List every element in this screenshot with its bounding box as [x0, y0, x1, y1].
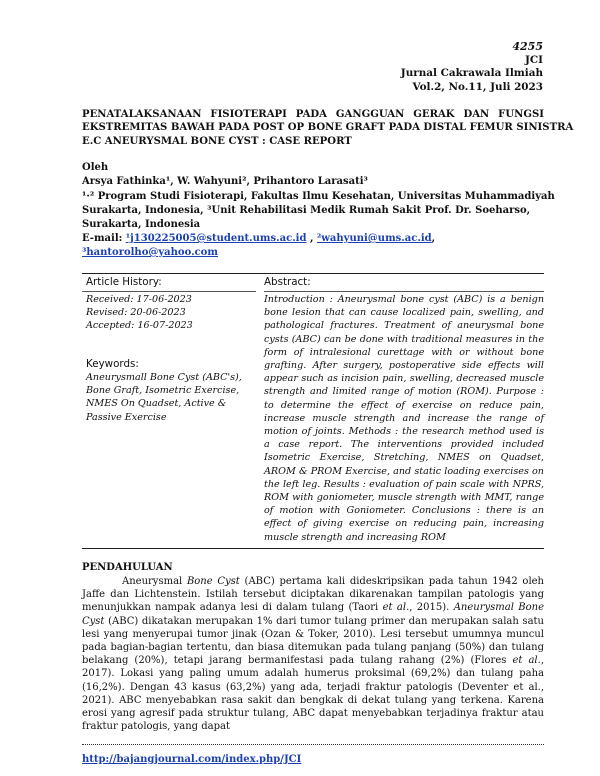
author-block	[82, 161, 555, 232]
page-number: 4255	[512, 40, 543, 53]
intro-text-7: (ABC) dikatakan merupakan 1% dari tumor tulang primer dan merupakan salah satu lesi yang menyerupai tumor jinak (Ozan & Toker, 2010). Lesi tersebut umumnya muncul pada bagian-bagian tertentu, dan biasa ditemukan pada tulang panjang (50%) dan tulang belakang (20%), tetapi jarang bermanifestasi pada tulang rahang (2%) (Flores	[82, 615, 544, 667]
abstract-text: Introduction : Aneurysmal bone cyst (ABC) is a benign bone lesion that can cause localized pain, swelling, and pathological fractures. Treatment of aneurysmal bone cysts (ABC) can be done with traditional measures in the form of intralesional curettage with or without bone grafting. After surgery, postoperative side effects will appear such as incision pain, swelling, decreased muscle strength and limited range of motion (ROM). Purpose : to determine the effect of exercise on reduce pain, increase muscle strength and increase the range of motion of joints. Methods : the research method used is a case report. The interventions provided included Isometric Exercise, Stretching, NMES on Quadset, AROM & PROM Exercise, and static loading exercises on the left leg. Results : evaluation of pain scale with NPRS, ROM with goniometer, muscle strength with MMT, range of motion with Goniometer. Conclusions : there is an effect of giving exercise on reducing pain, increasing muscle strength and increasing ROM	[264, 294, 544, 543]
journal-name: Jurnal Cakrawala Ilmiah	[400, 67, 543, 79]
revised-date: Revised: 20-06-2023	[86, 307, 186, 318]
keywords-section	[86, 358, 254, 424]
footer	[82, 754, 301, 765]
intro-text-1: Aneurysmal	[122, 576, 187, 587]
journal-volume: Vol.2, No.11, Juli 2023	[412, 80, 543, 93]
intro-paragraph	[82, 575, 544, 733]
affiliation-line-2: Surakarta, Indonesia, ³Unit Rehabilitasi Medik Rumah Sakit Prof. Dr. Soeharso,	[82, 204, 531, 216]
journal-url-link[interactable]: http://bajangjournal.com/index.php/JCI	[82, 754, 302, 765]
author-names: Arsya Fathinka¹, W. Wahyuni², Prihantoro Larasati³	[82, 176, 368, 188]
email-label: E-mail:	[82, 233, 126, 244]
journal-abbr: JCI	[524, 53, 543, 66]
intro-text-3: (ABC) pertama kali dideskripsikan pada tahun 1942 oleh Jaffe dan Lichtenstein. Istilah tersebut diciptakan dikarenakan tampilan patologis yang menunjukkan nampak adanya lesi di dalam tulang (Taori	[82, 576, 544, 614]
article-history-label: Article History:	[86, 276, 162, 288]
email-block	[82, 232, 552, 260]
title-line-1: PENATALAKSANAAN FISIOTERAPI PADA GANGGUAN GERAK DAN FUNGSI	[82, 109, 544, 120]
by-label: Oleh	[82, 162, 109, 173]
intro-text-5: ., 2015).	[406, 602, 454, 614]
email-comma: ,	[431, 233, 436, 244]
keywords-label: Keywords:	[86, 358, 139, 370]
article-info-box	[82, 273, 544, 549]
intro-text-8: et al	[512, 655, 538, 667]
affiliation-line-1: ¹·² Program Studi Fisioterapi, Fakultas Ilmu Kesehatan, Universitas Muhammadiyah	[82, 190, 555, 202]
affiliation-line-3: Surakarta, Indonesia	[82, 219, 201, 231]
article-title	[82, 108, 574, 148]
email-link-3[interactable]: ³hantorolho@yahoo.com	[82, 247, 218, 258]
received-date: Received: 17-06-2023	[86, 294, 192, 305]
title-line-3: E.C ANEURYSMAL BONE CYST : CASE REPORT	[82, 135, 352, 147]
abstract-section	[264, 276, 544, 544]
section-heading: PENDAHULUAN	[82, 562, 173, 573]
journal-header	[401, 40, 543, 94]
title-line-2: EKSTREMITAS BAWAH PADA POST OP BONE GRAFT PADA DISTAL FEMUR SINISTRA	[82, 122, 574, 134]
accepted-date: Accepted: 16-07-2023	[86, 320, 193, 331]
intro-text-6: Aneurysmal Bone Cyst	[82, 602, 544, 627]
email-link-1[interactable]: ¹j130225005@student.ums.ac.id	[125, 233, 307, 244]
intro-text-4: et al	[382, 602, 407, 614]
intro-text-9: ., 2017). Lokasi yang paling umum adalah humerus proksimal (69,2%) dan tulang paha (16,2%). Dengan 43 kasus (63,2%) yang ada, terjadi fraktur patologis (Deventer et al., 2021). ABC menyebabkan rasa sakit dan bengkak di dekat tulang yang terkena. Karena erosi yang agresif pada struktur tulang, ABC dapat menyebabkan terjadinya fraktur atau fraktur patologis, yang dapat	[82, 655, 544, 733]
abstract-label: Abstract:	[264, 276, 311, 288]
email-separator: ,	[306, 233, 317, 244]
keywords-text: Aneurysmall Bone Cyst (ABC's), Bone Graft, Isometric Exercise, NMES On Quadset, Active & Passive Exercise	[86, 372, 242, 423]
footer-divider	[82, 744, 544, 745]
email-link-2[interactable]: ²wahyuni@ums.ac.id	[316, 233, 432, 244]
intro-text-2: Bone Cyst	[186, 576, 240, 587]
article-history	[86, 276, 256, 332]
